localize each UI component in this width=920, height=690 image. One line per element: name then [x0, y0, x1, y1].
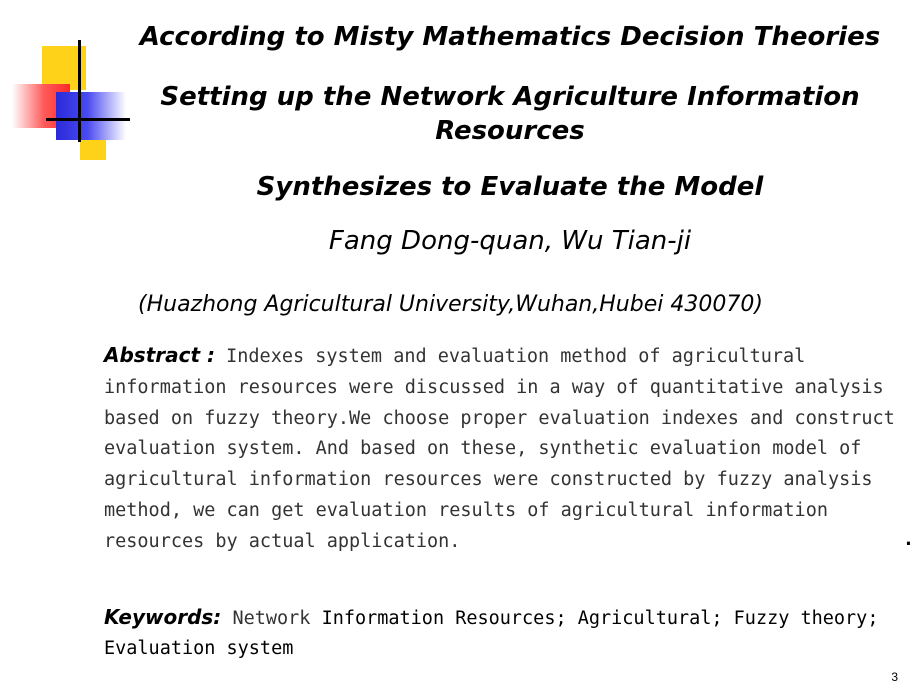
keywords-block — [104, 602, 916, 664]
abstract-text: Indexes system and evaluation method of agricultural information resources were discussed in a way of quantitative analysis based on fuzzy theory.We choose proper evaluation indexes and construct evaluation system. And based on these, synthetic evaluation model of agricultural information resources were constructed by fuzzy analysis method, we can get evaluation results of agricultural information resources by actual application. — [104, 346, 895, 552]
title-line-1: According to Misty Mathematics Decision Theories — [139, 22, 881, 52]
keywords-label: Keywords: — [104, 605, 222, 629]
abstract-end-mark: . — [902, 528, 914, 550]
affiliation: (Huazhong Agricultural University,Wuhan,Hubei 430070) — [138, 292, 763, 317]
page-number: 3 — [891, 670, 898, 684]
abstract-label: Abstract : — [104, 343, 215, 367]
keywords-rest: Information Resources; Agricultural; Fuzzy theory; Evaluation system — [104, 608, 879, 659]
keywords-first: Network — [232, 608, 311, 629]
authors: Fang Dong-quan, Wu Tian-ji — [328, 226, 692, 256]
title-line-2: Setting up the Network Agriculture Information Resources — [160, 82, 860, 146]
abstract-block — [104, 340, 916, 558]
title-line-3: Synthesizes to Evaluate the Model — [256, 172, 764, 202]
vertical-line — [78, 40, 81, 142]
